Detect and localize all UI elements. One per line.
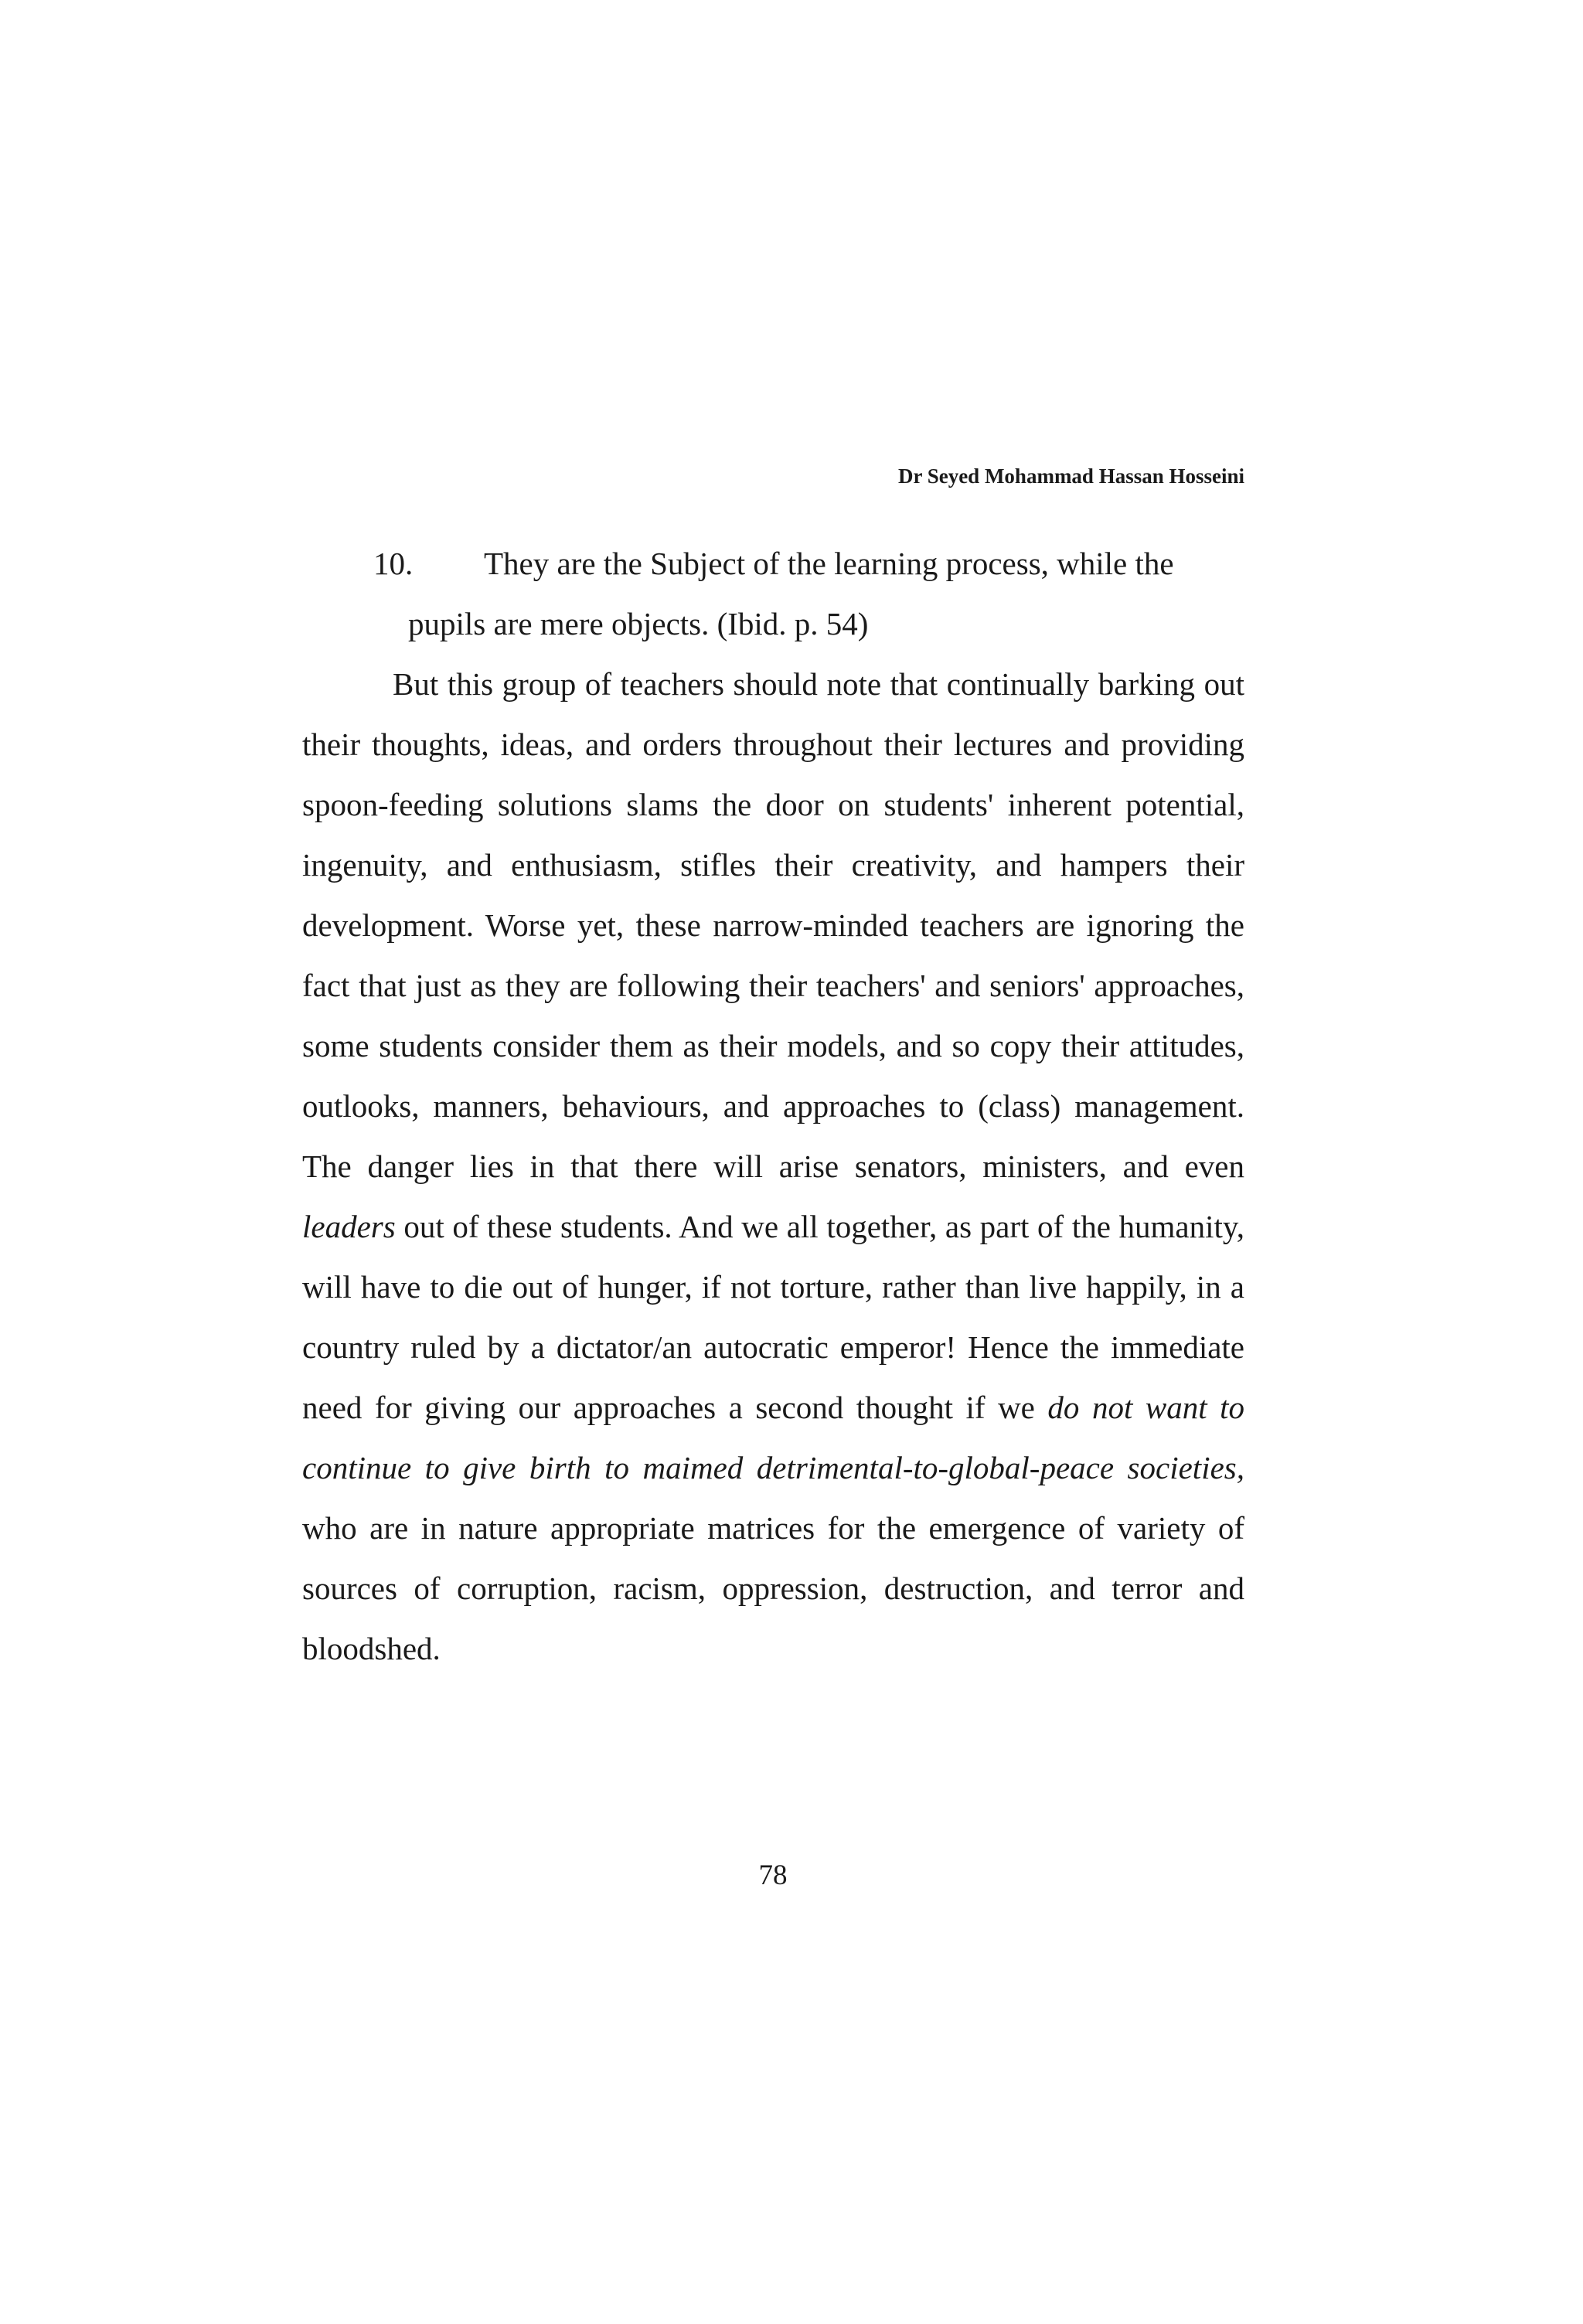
page-number: 78 [758,1860,788,1891]
list-item-line-2: pupils are mere objects. (Ibid. p. 54) [408,606,869,641]
paragraph-italic-phrase: do not want to continue to give birth to maimed detrimental-to-global-peace societies, [302,1390,1244,1485]
paragraph-text-part-1: But this group of teachers should note that continually barking out their thoughts, ideas, and orders throughout their lectures and providing spoon-feeding solutions slams the door on students' inherent potential, ingenuity, and enthusiasm, stifles their creativity, and hampers their development. Worse yet, these narrow-minded teachers are ignoring the fact that just as they are following their teachers' and seniors' approaches, some students consider them as their models, and so copy their attitudes, outlooks, manners, behaviours, and approaches to (class) management. The danger lies in that there will arise senators, ministers, and even [302,666,1244,1184]
paragraph-italic-leaders: leaders [302,1209,396,1244]
list-item-number: 10. [373,546,414,581]
paragraph-text-part-2: out of these students. And we all together, as part of the humanity, will have to die out of hunger, if not torture, rather than live happily, in a country ruled by a dictator/an autocratic emperor! Hence the immediate need for giving our approaches a second thought if we [302,1209,1244,1425]
list-item-line-1: They are the Subject of the learning process, while the [484,546,1174,581]
paragraph-text-part-3: who are in nature appropriate matrices for the emergence of variety of sources of corruption, racism, oppression, destruction, and terror and bloodshed. [302,1510,1244,1666]
running-header-author: Dr Seyed Mohammad Hassan Hosseini [897,464,1244,488]
main-paragraph [302,654,1244,1679]
list-item-10 [302,533,1244,654]
body-text [302,533,1244,1679]
